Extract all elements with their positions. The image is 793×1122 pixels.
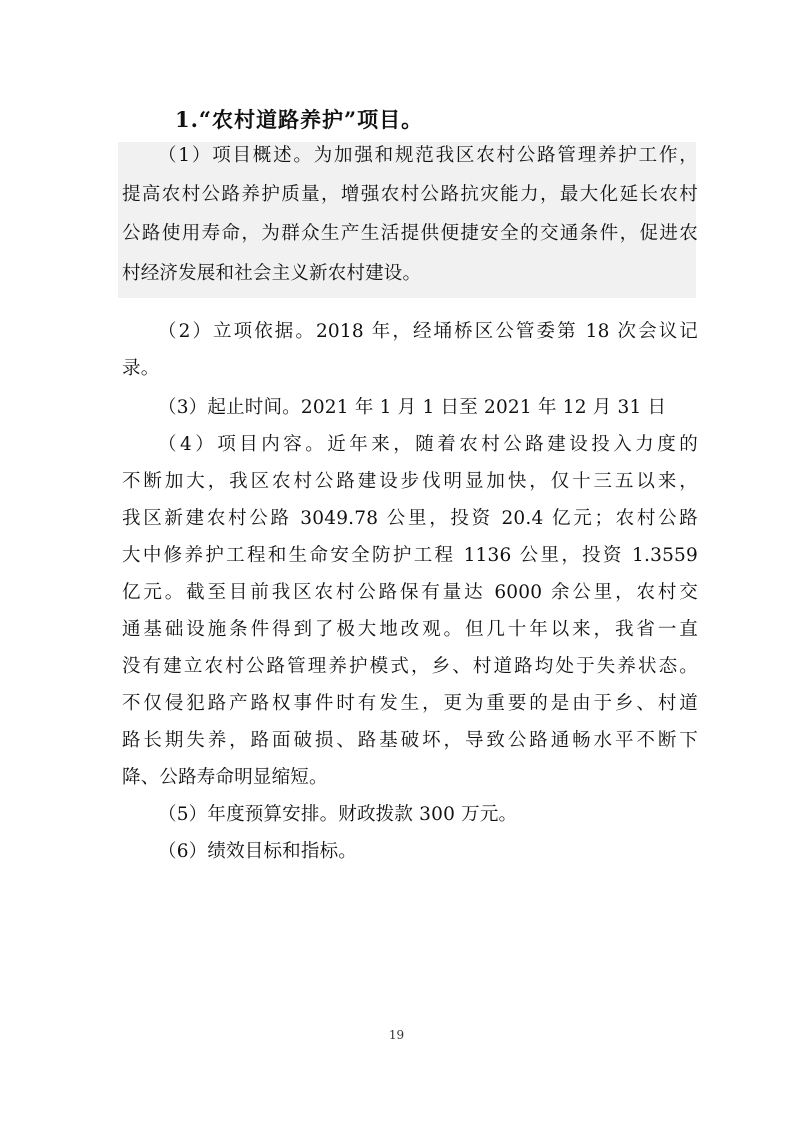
paragraph-line: 通基础设施条件得到了极大地改观。但几十年以来，我省一直 [122, 619, 698, 640]
paragraph-line: 大中修养护工程和生命安全防护工程 1136 公里，投资 1.3559 [122, 545, 698, 566]
paragraph-line: （6）绩效目标和指标。 [158, 841, 357, 862]
paragraph-line: 村经济发展和社会主义新农村建设。 [122, 263, 422, 284]
paragraph-line: 没有建立农村公路管理养护模式，乡、村道路均处于失养状态。 [122, 656, 698, 677]
paragraph-line: （4）项目内容。近年来，随着农村公路建设投入力度的 [158, 434, 698, 455]
paragraph-line: （3）起止时间。2021 年 1 月 1 日至 2021 年 12 月 31 日 [158, 397, 667, 418]
section-heading: 1.“农村道路养护”项目。 [175, 107, 424, 132]
paragraph-line: 录。 [122, 358, 160, 379]
paragraph-line: 路长期失养，路面破损、路基破坏，导致公路通畅水平不断下 [122, 730, 698, 751]
paragraph-line: 亿元。截至目前我区农村公路保有量达 6000 余公里，农村交 [122, 582, 698, 603]
paragraph-line: （1）项目概述。为加强和规范我区农村公路管理养护工作， [158, 145, 698, 166]
paragraph-line: 降、公路寿命明显缩短。 [122, 767, 328, 788]
paragraph-line: 公路使用寿命，为群众生产生活提供便捷安全的交通条件，促进农 [122, 223, 698, 244]
paragraph-line: 不断加大，我区农村公路建设步伐明显加快，仅十三五以来， [122, 471, 698, 492]
paragraph-line: 不仅侵犯路产路权事件时有发生，更为重要的是由于乡、村道 [122, 693, 698, 714]
paragraph-line: （2）立项依据。2018 年，经埇桥区公管委第 18 次会议记 [158, 321, 698, 342]
page-number: 19 [388, 1028, 405, 1042]
paragraph-line: 我区新建农村公路 3049.78 公里，投资 20.4 亿元；农村公路 [122, 508, 698, 529]
paragraph-line: （5）年度预算安排。财政拨款 300 万元。 [158, 804, 518, 825]
paragraph-line: 提高农村公路养护质量，增强农村公路抗灾能力，最大化延长农村 [122, 184, 698, 205]
